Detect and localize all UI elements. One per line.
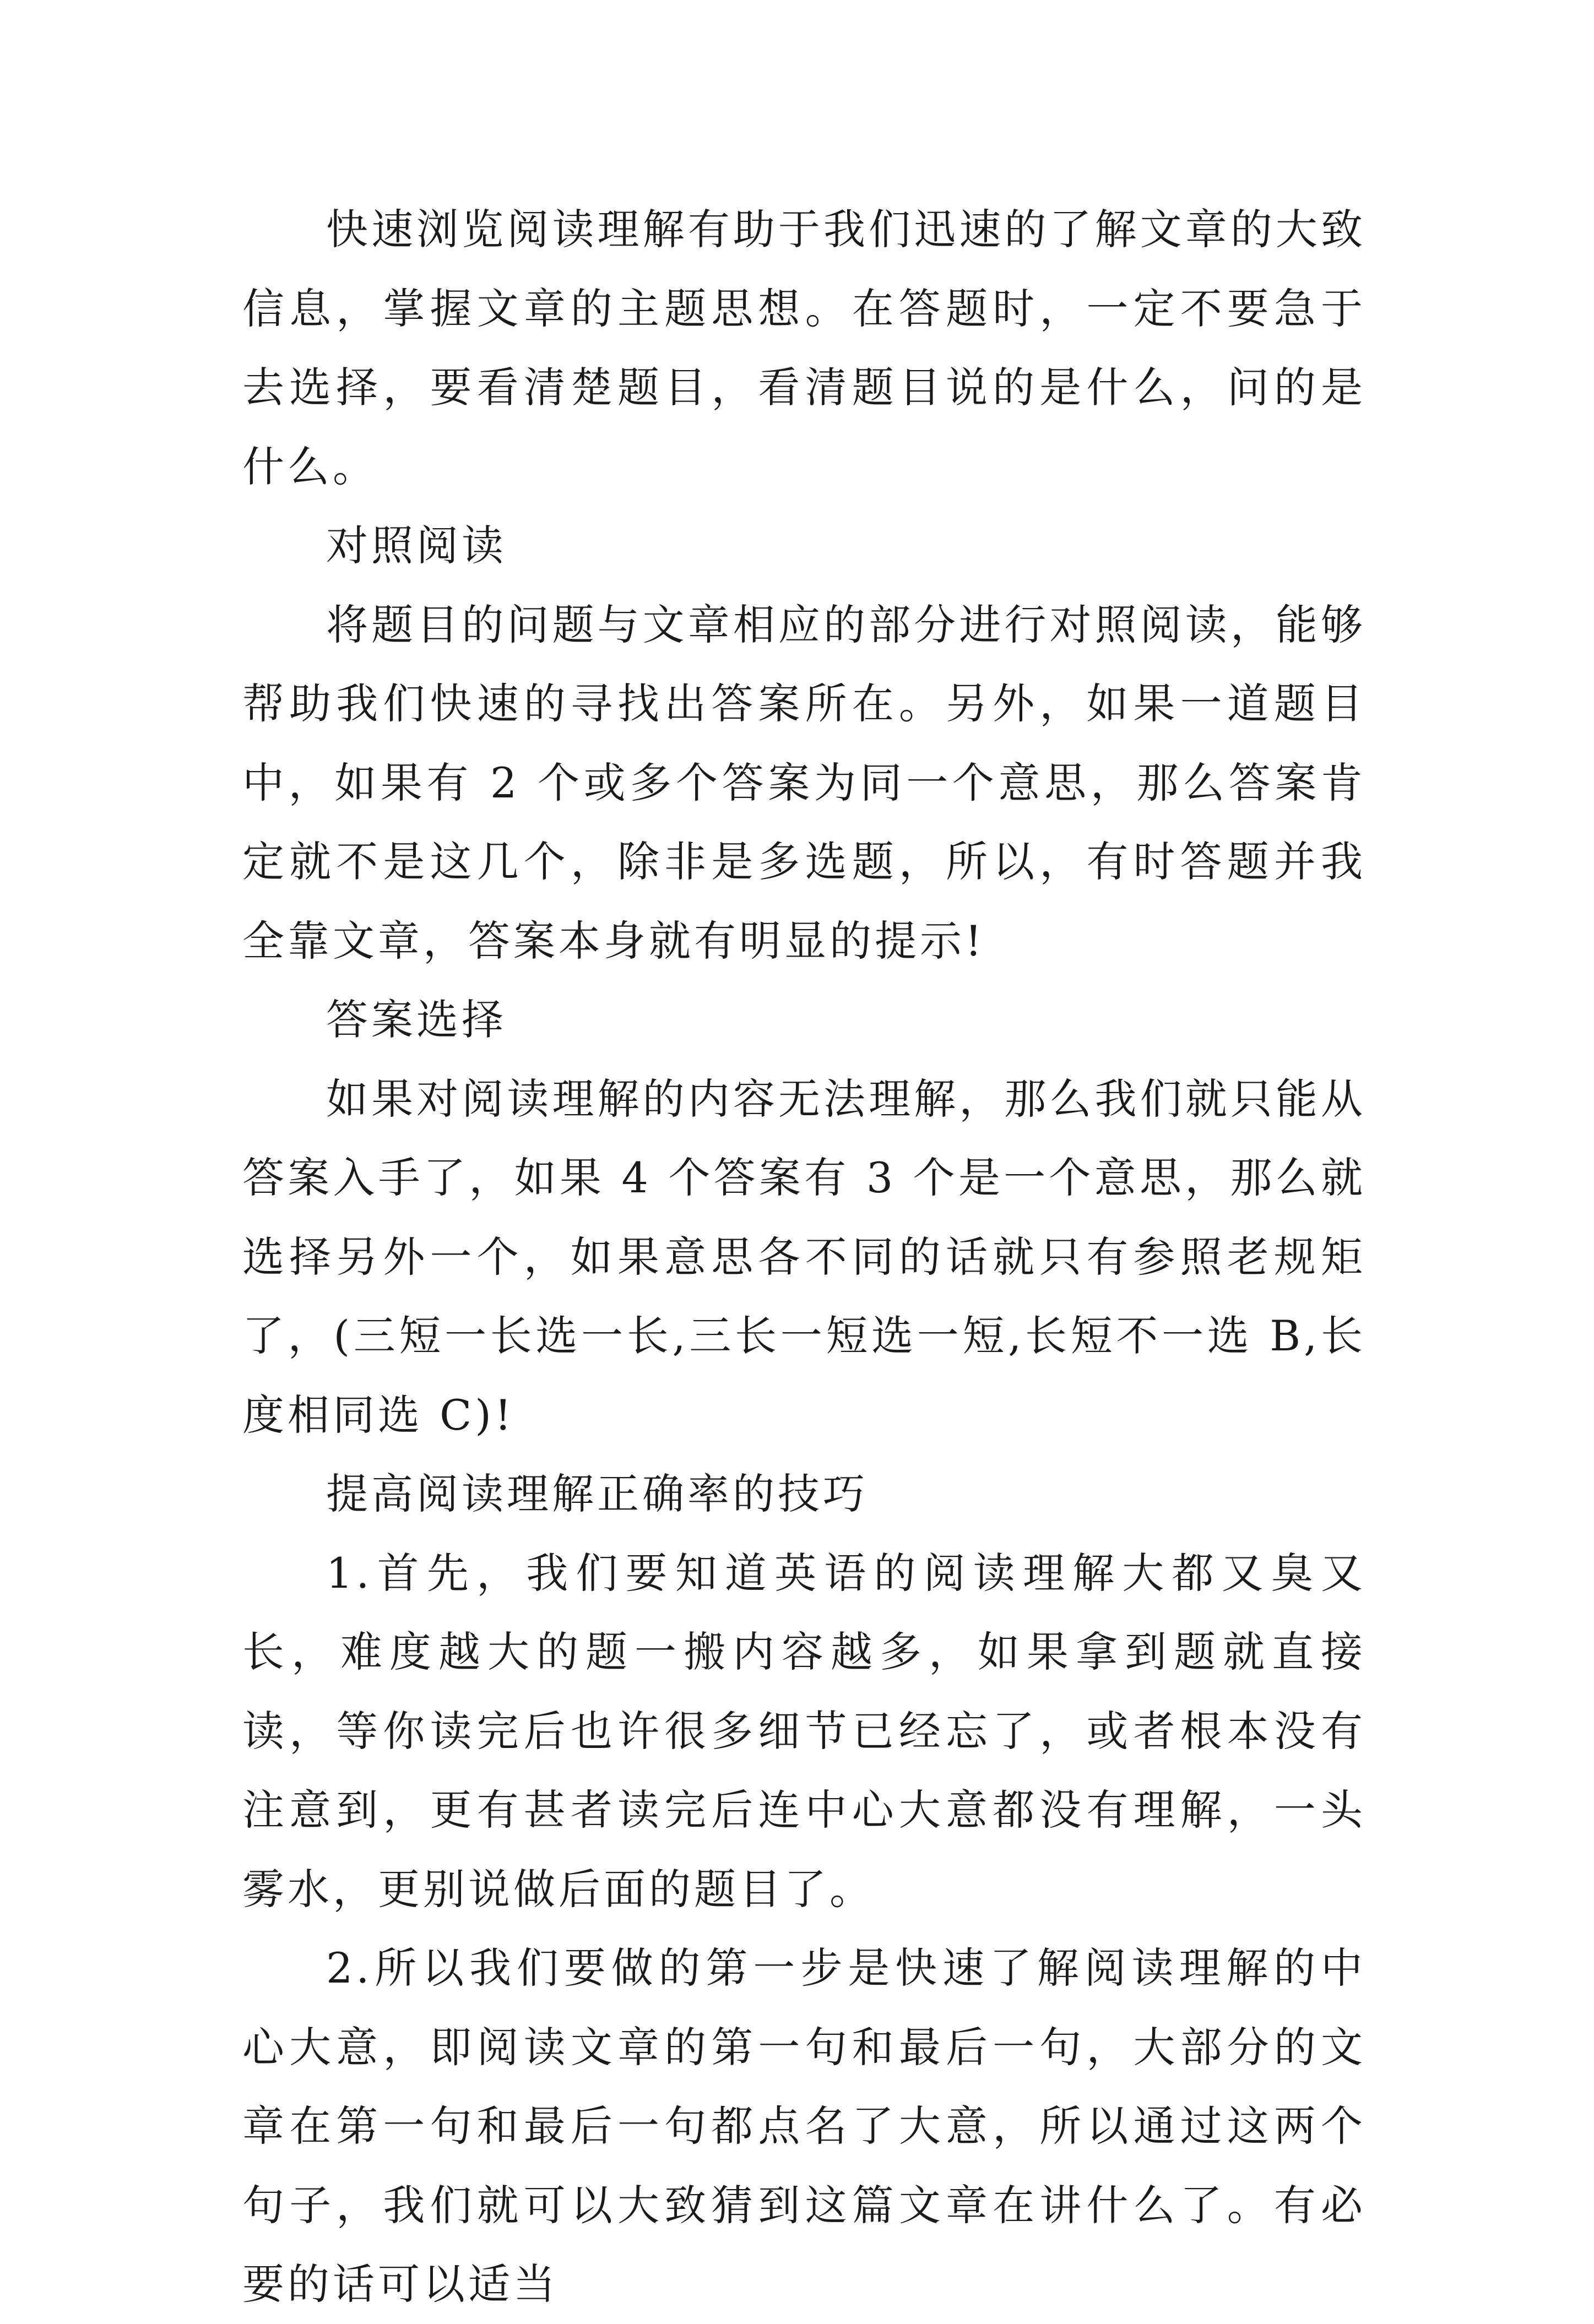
paragraph-tip-1: 1.首先，我们要知道英语的阅读理解大都又臭又长，难度越大的题一搬内容越多，如果拿到题就直接读，等你读完后也许很多细节已经忘了，或者根本没有注意到，更有甚者读完后连中心大意都没有理解，一头雾水，更别说做后面的题目了。: [242, 1548, 1366, 1914]
paragraph-answer-choice: 如果对阅读理解的内容无法理解，那么我们就只能从答案入手了，如果 4 个答案有 3 个是一个意思，那么就选择另外一个，如果意思各不同的话就只有参照老规矩了，(三短一长选一长,三长一短选一短,长短不一选 B,长度相同选 C)!: [242, 1074, 1366, 1440]
paragraph-skim-reading: 快速浏览阅读理解有助于我们迅速的了解文章的大致信息，掌握文章的主题思想。在答题时，一定不要急于去选择，要看清楚题目，看清题目说的是什么，问的是什么。: [242, 205, 1366, 491]
paragraph-compare-reading: 将题目的问题与文章相应的部分进行对照阅读，能够帮助我们快速的寻找出答案所在。另外，如果一道题目中，如果有 2 个或多个答案为同一个意思，那么答案肯定就不是这几个，除非是多选题，所以，有时答题并我全靠文章，答案本身就有明显的提示!: [242, 600, 1366, 965]
heading-answer-choice: 答案选择: [326, 995, 507, 1044]
document-body: [242, 190, 1366, 2324]
heading-accuracy-tips: 提高阅读理解正确率的技巧: [326, 1469, 868, 1518]
paragraph-tip-2: 2.所以我们要做的第一步是快速了解阅读理解的中心大意，即阅读文章的第一句和最后一句，大部分的文章在第一句和最后一句都点名了大意，所以通过这两个句子，我们就可以大致猜到这篇文章在讲什么了。有必要的话可以适当: [242, 1943, 1366, 2309]
heading-compare-reading: 对照阅读: [326, 521, 507, 570]
